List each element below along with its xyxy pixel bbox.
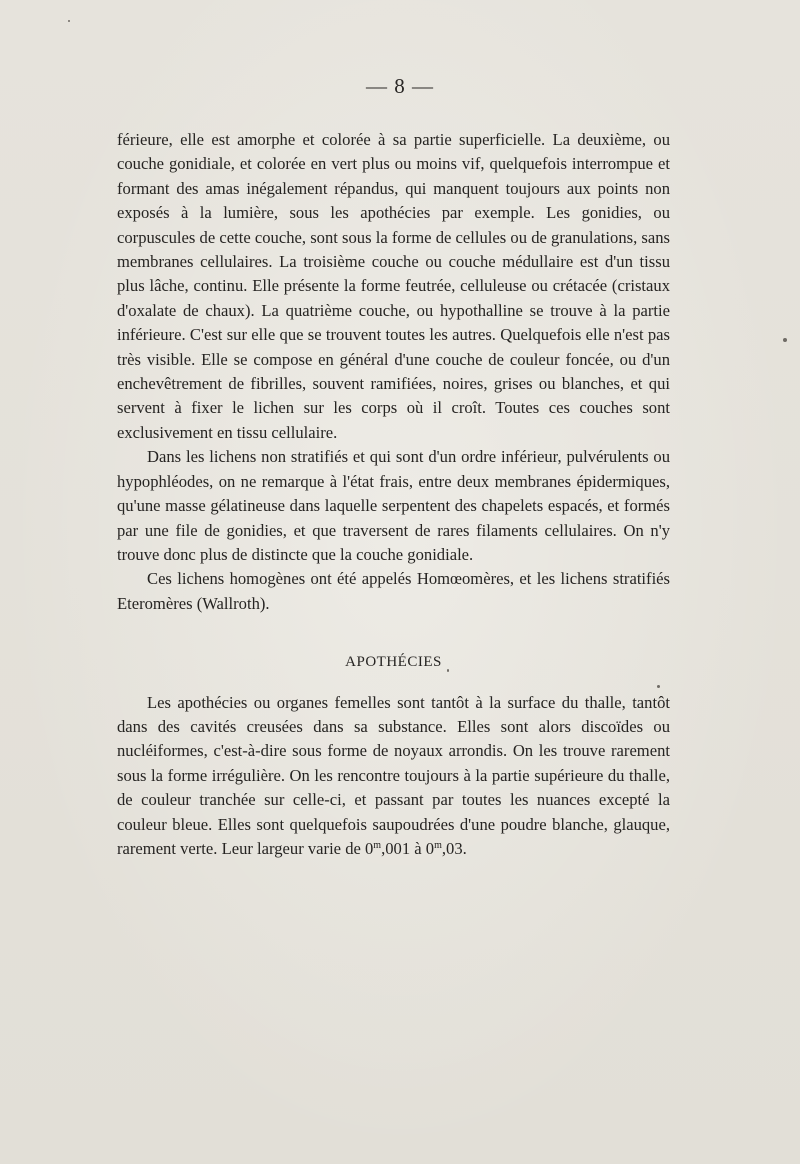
paper-speck	[447, 669, 449, 672]
section-paragraph-text: Les apothécies ou organes femelles sont tantôt à la surface du thalle, tantôt dans des cavités creusées dans sa substance. Elles sont alors discoïdes ou nucléiformes, c'est-à-dire sous forme de noyaux arrondis. On les trouve rarement sous la forme irrégulière. On les rencontre toujours à la partie supérieure du thalle, de couleur tranchée sur celle-ci, et passant par toutes les nuances excepté la couleur bleue. Elles sont quelquefois saupoudrées d'une poudre blanche, glauque, rarement verte. Leur largeur varie de 0	[117, 692, 670, 858]
paper-speck	[68, 20, 70, 22]
section-heading: APOTHÉCIES	[345, 654, 442, 671]
section-paragraph: Les apothécies ou organes femelles sont tantôt à la surface du thalle, tantôt dans des cavités creusées dans sa substance. Elles sont alors discoïdes ou nucléiformes, c'est-à-dire sous forme de noyaux arrondis. On les trouve rarement sous la forme irrégulière. On les rencontre toujours à la partie supérieure du thalle, de couleur tranchée sur celle-ci, et passant par toutes les nuances excepté la couleur bleue. Elles sont quelquefois saupoudrées d'une poudre blanche, glauque, rarement verte. Leur largeur varie de 0$^m$,001 à 0$^m$,03.	[117, 692, 670, 858]
body-text	[117, 128, 670, 861]
unit-meter-2: m	[434, 839, 442, 851]
size-to: à 0	[410, 838, 435, 858]
paper-speck	[783, 338, 787, 342]
paragraph-3: Ces lichens homogènes ont été appelés Homœomères, et les lichens stratifiés Eteromères (Wallroth).	[117, 569, 670, 613]
size-min: 001	[385, 838, 411, 858]
paragraph-1: férieure, elle est amorphe et colorée à sa partie superficielle. La deuxième, ou couche gonidiale, et colorée en vert plus ou moins vif, quelquefois interrompue et formant des amas inégalement répandus, qui manquent toujours aux points non exposés à la lumière, sous les apothécies par exemple. Les gonidies, ou corpuscules de cette couche, sont sous la forme de cellules ou de granulations, sans membranes cellulaires. La troisième couche ou couche médullaire est d'un tissu plus lâche, continu. Elle présente la forme feutrée, celluleuse ou crétacée (cristaux d'oxalate de chaux). La quatrième couche, ou hypothalline se trouve à la partie inférieure. C'est sur elle que se trouvent toutes les autres. Quelquefois elle n'est pas très visible. Elle se compose en général d'une couche de couleur foncée, ou d'un enchevêtrement de fibrilles, souvent ramifiées, noires, grises ou blanches, et qui servent à fixer le lichen sur les corps où il croît. Toutes ces couches sont exclusivement en tissu cellulaire.	[117, 130, 670, 442]
unit-meter-1: m	[373, 839, 382, 851]
decimal-separator-1: ,	[381, 838, 386, 858]
page-number: — 8 —	[366, 74, 434, 98]
size-max: 03	[446, 838, 463, 858]
paragraph-2: Dans les lichens non stratifiés et qui sont d'un ordre inférieur, pulvérulents ou hypophléodes, on ne remarque à l'état frais, entre deux membranes épidermiques, qu'une masse gélatineuse dans laquelle serpentent des chapelets espacés, et formés par une file de gonidies, et que traversent de rares filaments cellulaires. On n'y trouve donc plus de distincte que la couche gonidiale.	[117, 447, 670, 564]
paper-speck	[657, 685, 660, 688]
decimal-separator-2: ,	[441, 838, 447, 858]
